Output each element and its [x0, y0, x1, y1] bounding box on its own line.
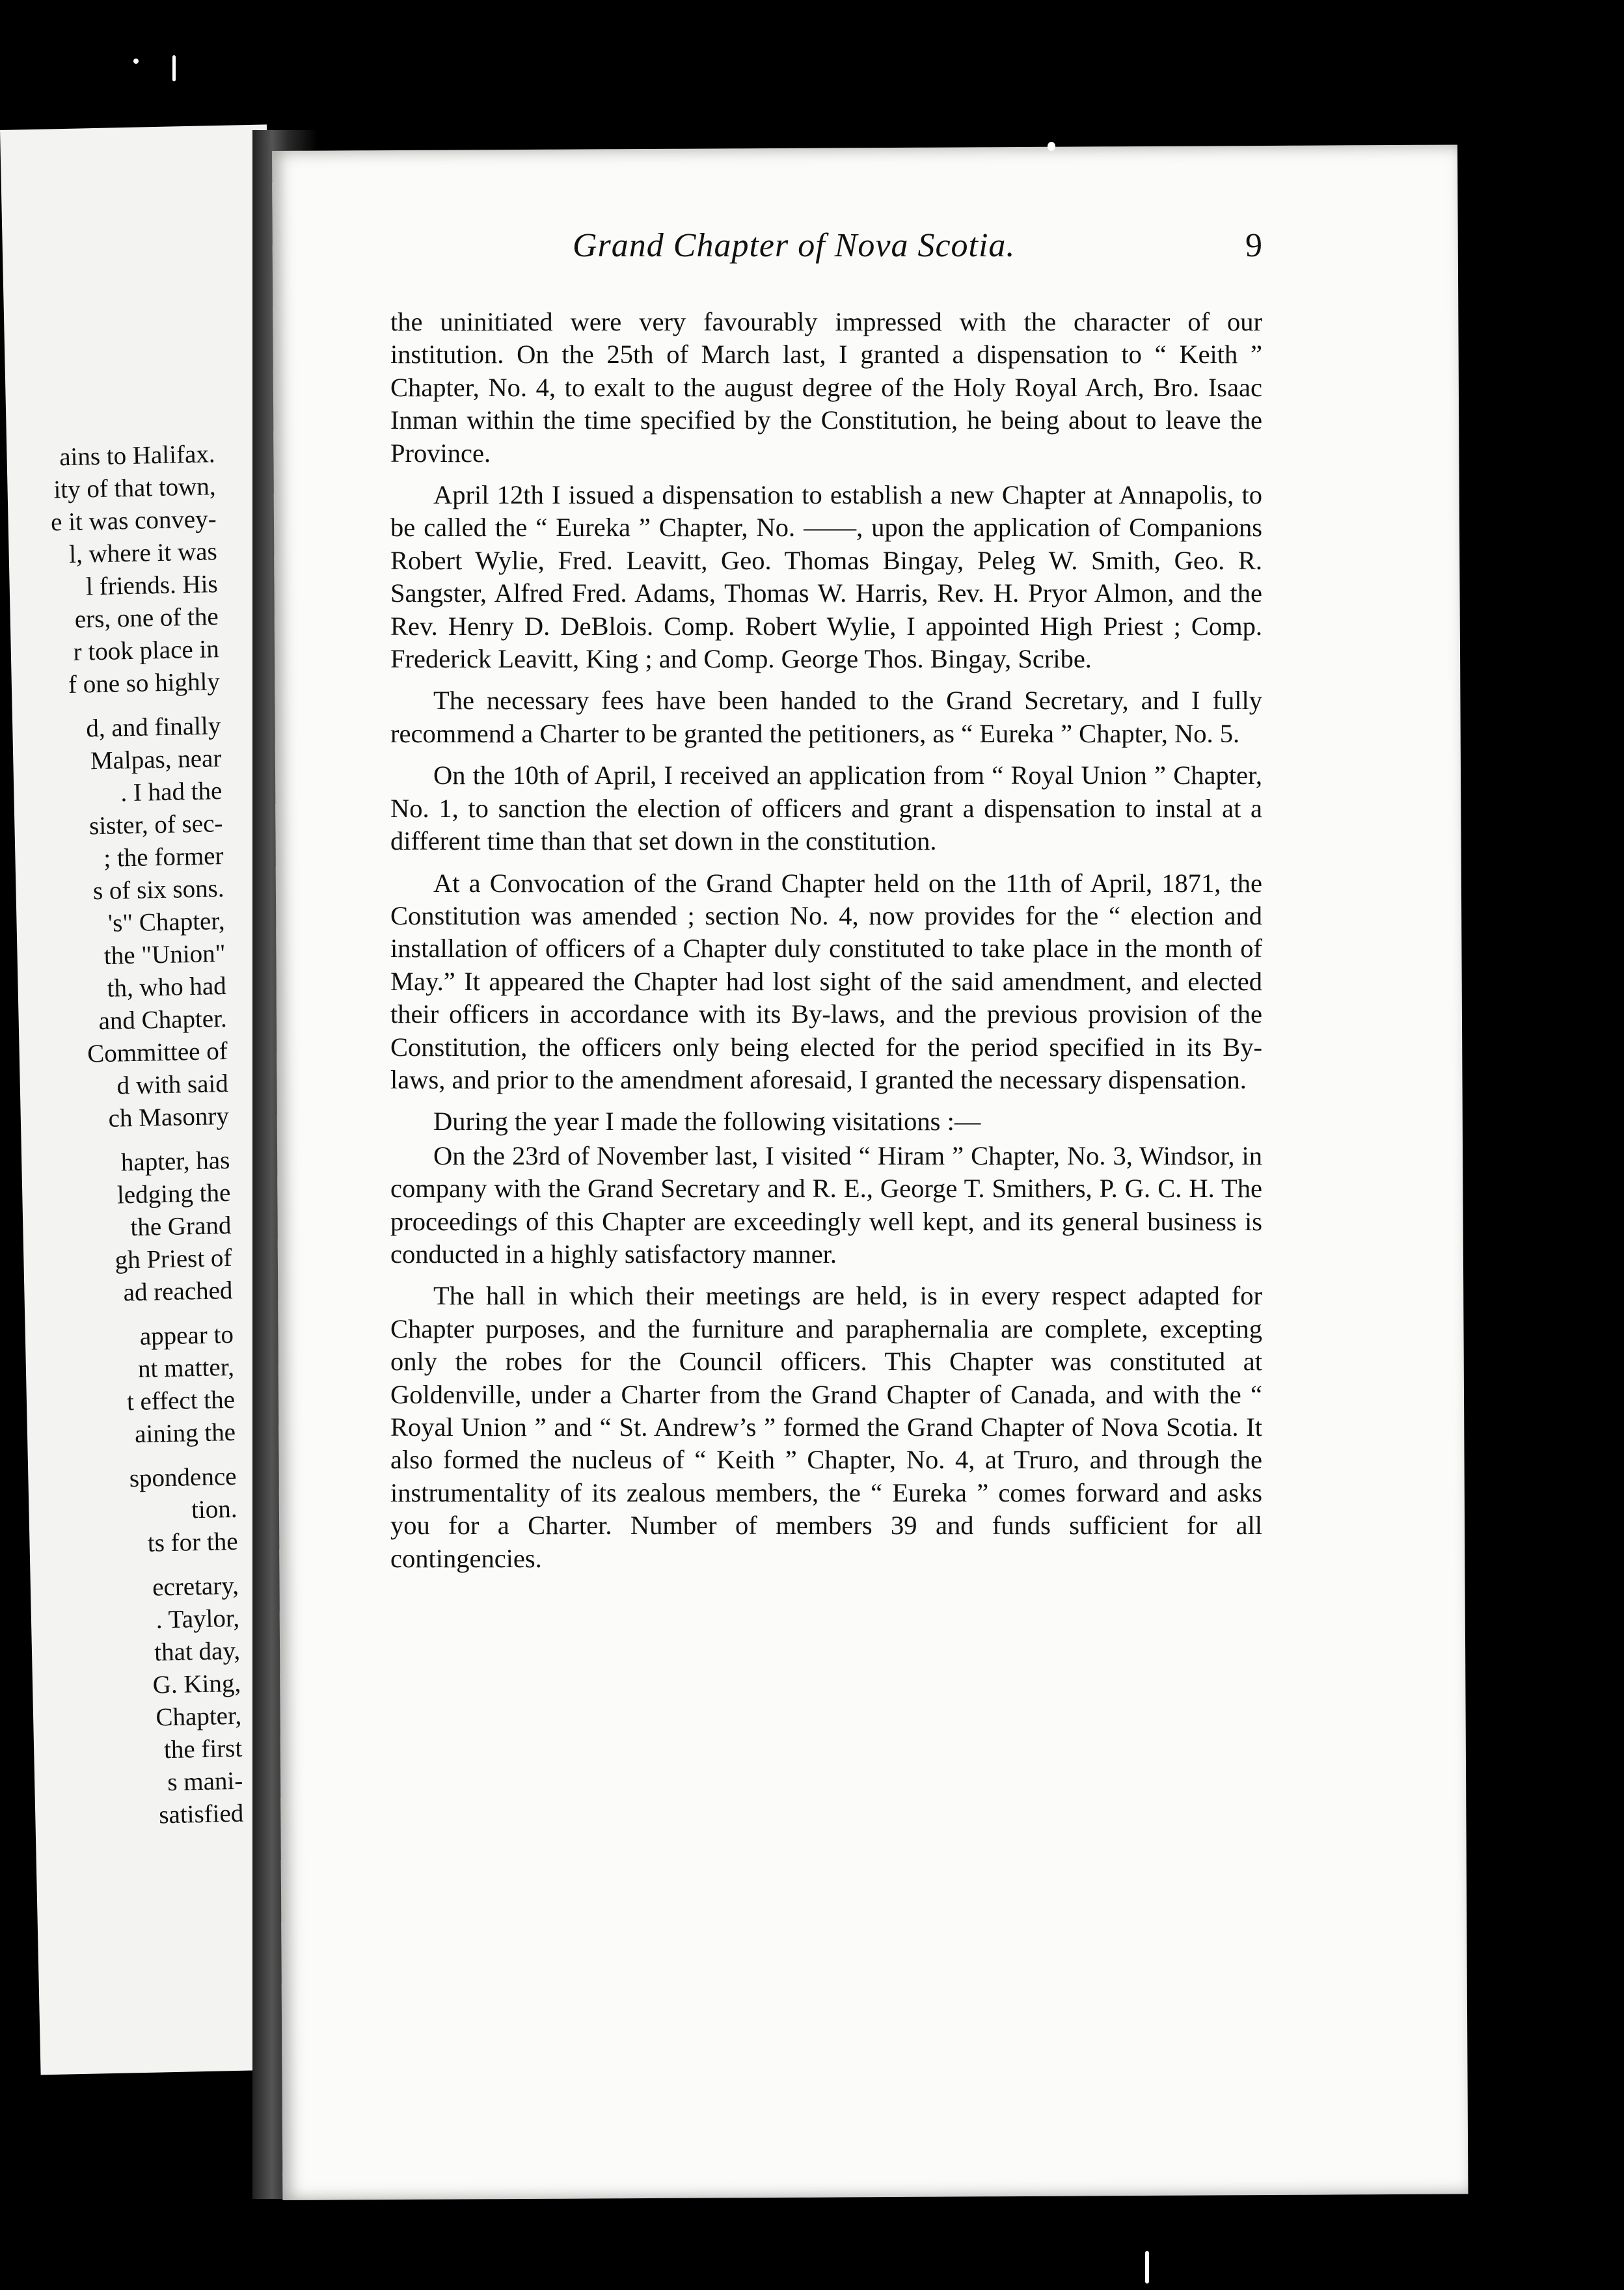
left-fragment-line: ch Masonry: [108, 1101, 230, 1133]
left-fragment-line: 's" Chapter,: [107, 907, 225, 937]
left-fragment-line: l friends. His: [85, 570, 219, 601]
left-page-text-fragments: [0, 438, 244, 1839]
left-fragment-line: s mani-: [167, 1766, 243, 1797]
left-fragment-line: satisfied: [158, 1799, 244, 1829]
left-fragment-line: f one so highly: [68, 667, 221, 699]
left-fragment-line: the "Union": [103, 939, 226, 970]
left-fragment-line: . I had the: [120, 777, 223, 807]
paragraph: the uninitiated were very favourably impressed with the character of our institution. On the 25th of March last, I granted a dispensation to “ Keith ” Chapter, No. 4, to exalt to the august degree of the Holy Royal Arch, Bro. Isaac Inman within the time specified by the Constitution, he being about to leave the Province.: [390, 307, 1262, 468]
paragraph: On the 10th of April, I received an application from “ Royal Union ” Chapter, No. 1, to sanction the election of officers and grant a dispensation to instal at a different time than that set down in the constitution.: [390, 761, 1262, 856]
left-fragment-line: that day,: [154, 1636, 241, 1667]
running-title: Grand Chapter of Nova Scotia.: [573, 227, 1016, 264]
page-header: [299, 226, 1262, 272]
left-fragment-line: r took place in: [73, 635, 220, 666]
paragraph: At a Convocation of the Grand Chapter held on the 11th of April, 1871, the Constitution was amended ; section No. 4, now provides for the “ election and installation of officers of a Chapter duly constituted to take place in the month of May.” It appeared the Chapter had lost sight of the said amendment, and elected their officers in accordance with its By-laws, and the previous provision of the Constitution, the officers only being elected for the period specified in its By-laws, and prior to the amendment aforesaid, I granted the necessary dispensation.: [390, 868, 1262, 1094]
left-fragment-line: and Chapter.: [98, 1004, 228, 1036]
left-fragment-line: appear to: [139, 1320, 234, 1351]
paragraph: April 12th I issued a dispensation to establish a new Chapter at Annapolis, to be called the “ Eureka ” Chapter, No. ——, upon the application of Companions Robert Wylie, Fred. Leavitt, Geo. Thomas Bingay, Peleg W. Smith, Geo. R. Sangster, Alfred Fred. Adams, Thomas W. Harris, Rev. H. Pryor Almon, and the Rev. Henry D. DeBlois. Comp. Robert Wylie, I appointed High Priest ; Comp. Frederick Leavitt, King ; and Comp. George Thos. Bingay, Scribe.: [390, 480, 1262, 674]
left-fragment-line: sister, of sec-: [88, 809, 223, 841]
left-fragment-line: d, and finally: [85, 712, 221, 743]
paragraph: The hall in which their meetings are held, is in every respect adapted for Chapter purposes, and the furniture and paraphernalia are complete, excepting only the robes for the Council officers. This Chapter was constituted at Goldenville, under a Charter from the Grand Chapter of Canada, and with the “ Royal Union ” and “ St. Andrew’s ” formed the Grand Chapter of Nova Scotia. It also formed the nucleus of “ Keith ” Chapter, No. 4, at Truro, and through the instrumentality of its zealous members, the “ Eureka ” comes forward and asks you for a Charter. Number of members 39 and funds sufficient for all contingencies.: [390, 1281, 1262, 1573]
left-fragment-line: tion.: [191, 1494, 237, 1524]
paragraph: On the 23rd of November last, I visited “ Hiram ” Chapter, No. 3, Windsor, in company with the Grand Secretary and R. E., George T. Smithers, P. G. C. H. The proceedings of this Chapter are exceedingly well kept, and its general business is conducted in a highly satisfactory manner.: [390, 1140, 1262, 1269]
left-fragment-line: ledging the: [116, 1178, 231, 1209]
left-fragment-line: ers, one of the: [74, 602, 219, 634]
left-fragment-line: ity of that town,: [53, 472, 216, 504]
scan-speck: [172, 55, 176, 81]
left-fragment-line: ad reached: [123, 1276, 233, 1307]
scan-speck: [1048, 142, 1055, 151]
left-fragment-line: Chapter,: [156, 1701, 242, 1732]
left-fragment-line: the first: [163, 1734, 243, 1764]
left-fragment-line: nt matter,: [137, 1353, 235, 1383]
left-fragment-line: G. King,: [152, 1669, 241, 1699]
left-fragment-line: . Taylor,: [156, 1604, 240, 1634]
left-fragment-line: ains to Halifax.: [59, 440, 215, 472]
paragraph: During the year I made the following visitations :—: [433, 1107, 981, 1137]
scan-speck: [133, 59, 139, 64]
left-fragment-line: Committee of: [87, 1036, 228, 1068]
left-fragment-line: aining the: [134, 1418, 236, 1449]
left-fragment-line: e it was convey-: [50, 505, 217, 537]
left-fragment-line: l, where it was: [68, 537, 218, 569]
paragraph: The necessary fees have been handed to the Grand Secretary, and I fully recommend a Charter to be granted the petitioners, as “ Eureka ” Chapter, No. 5.: [390, 686, 1262, 748]
body-text: [390, 306, 1262, 1584]
left-fragment-line: Malpas, near: [90, 744, 222, 775]
left-fragment-line: gh Priest of: [115, 1243, 232, 1274]
left-fragment-line: spondence: [129, 1462, 237, 1493]
left-fragment-line: s of six sons.: [92, 874, 224, 906]
left-fragment-line: ts for the: [147, 1527, 238, 1557]
left-fragment-line: d with said: [116, 1069, 229, 1100]
left-fragment-line: hapter, has: [120, 1146, 230, 1177]
left-fragment-line: th, who had: [107, 972, 227, 1003]
scan-speck: [1145, 2251, 1149, 2283]
left-fragment-line: ; the former: [103, 842, 224, 872]
left-fragment-line: ecretary,: [152, 1571, 239, 1602]
page-number: 9: [1245, 227, 1262, 264]
left-fragment-line: the Grand: [130, 1211, 232, 1242]
left-fragment-line: t effect the: [126, 1385, 236, 1416]
